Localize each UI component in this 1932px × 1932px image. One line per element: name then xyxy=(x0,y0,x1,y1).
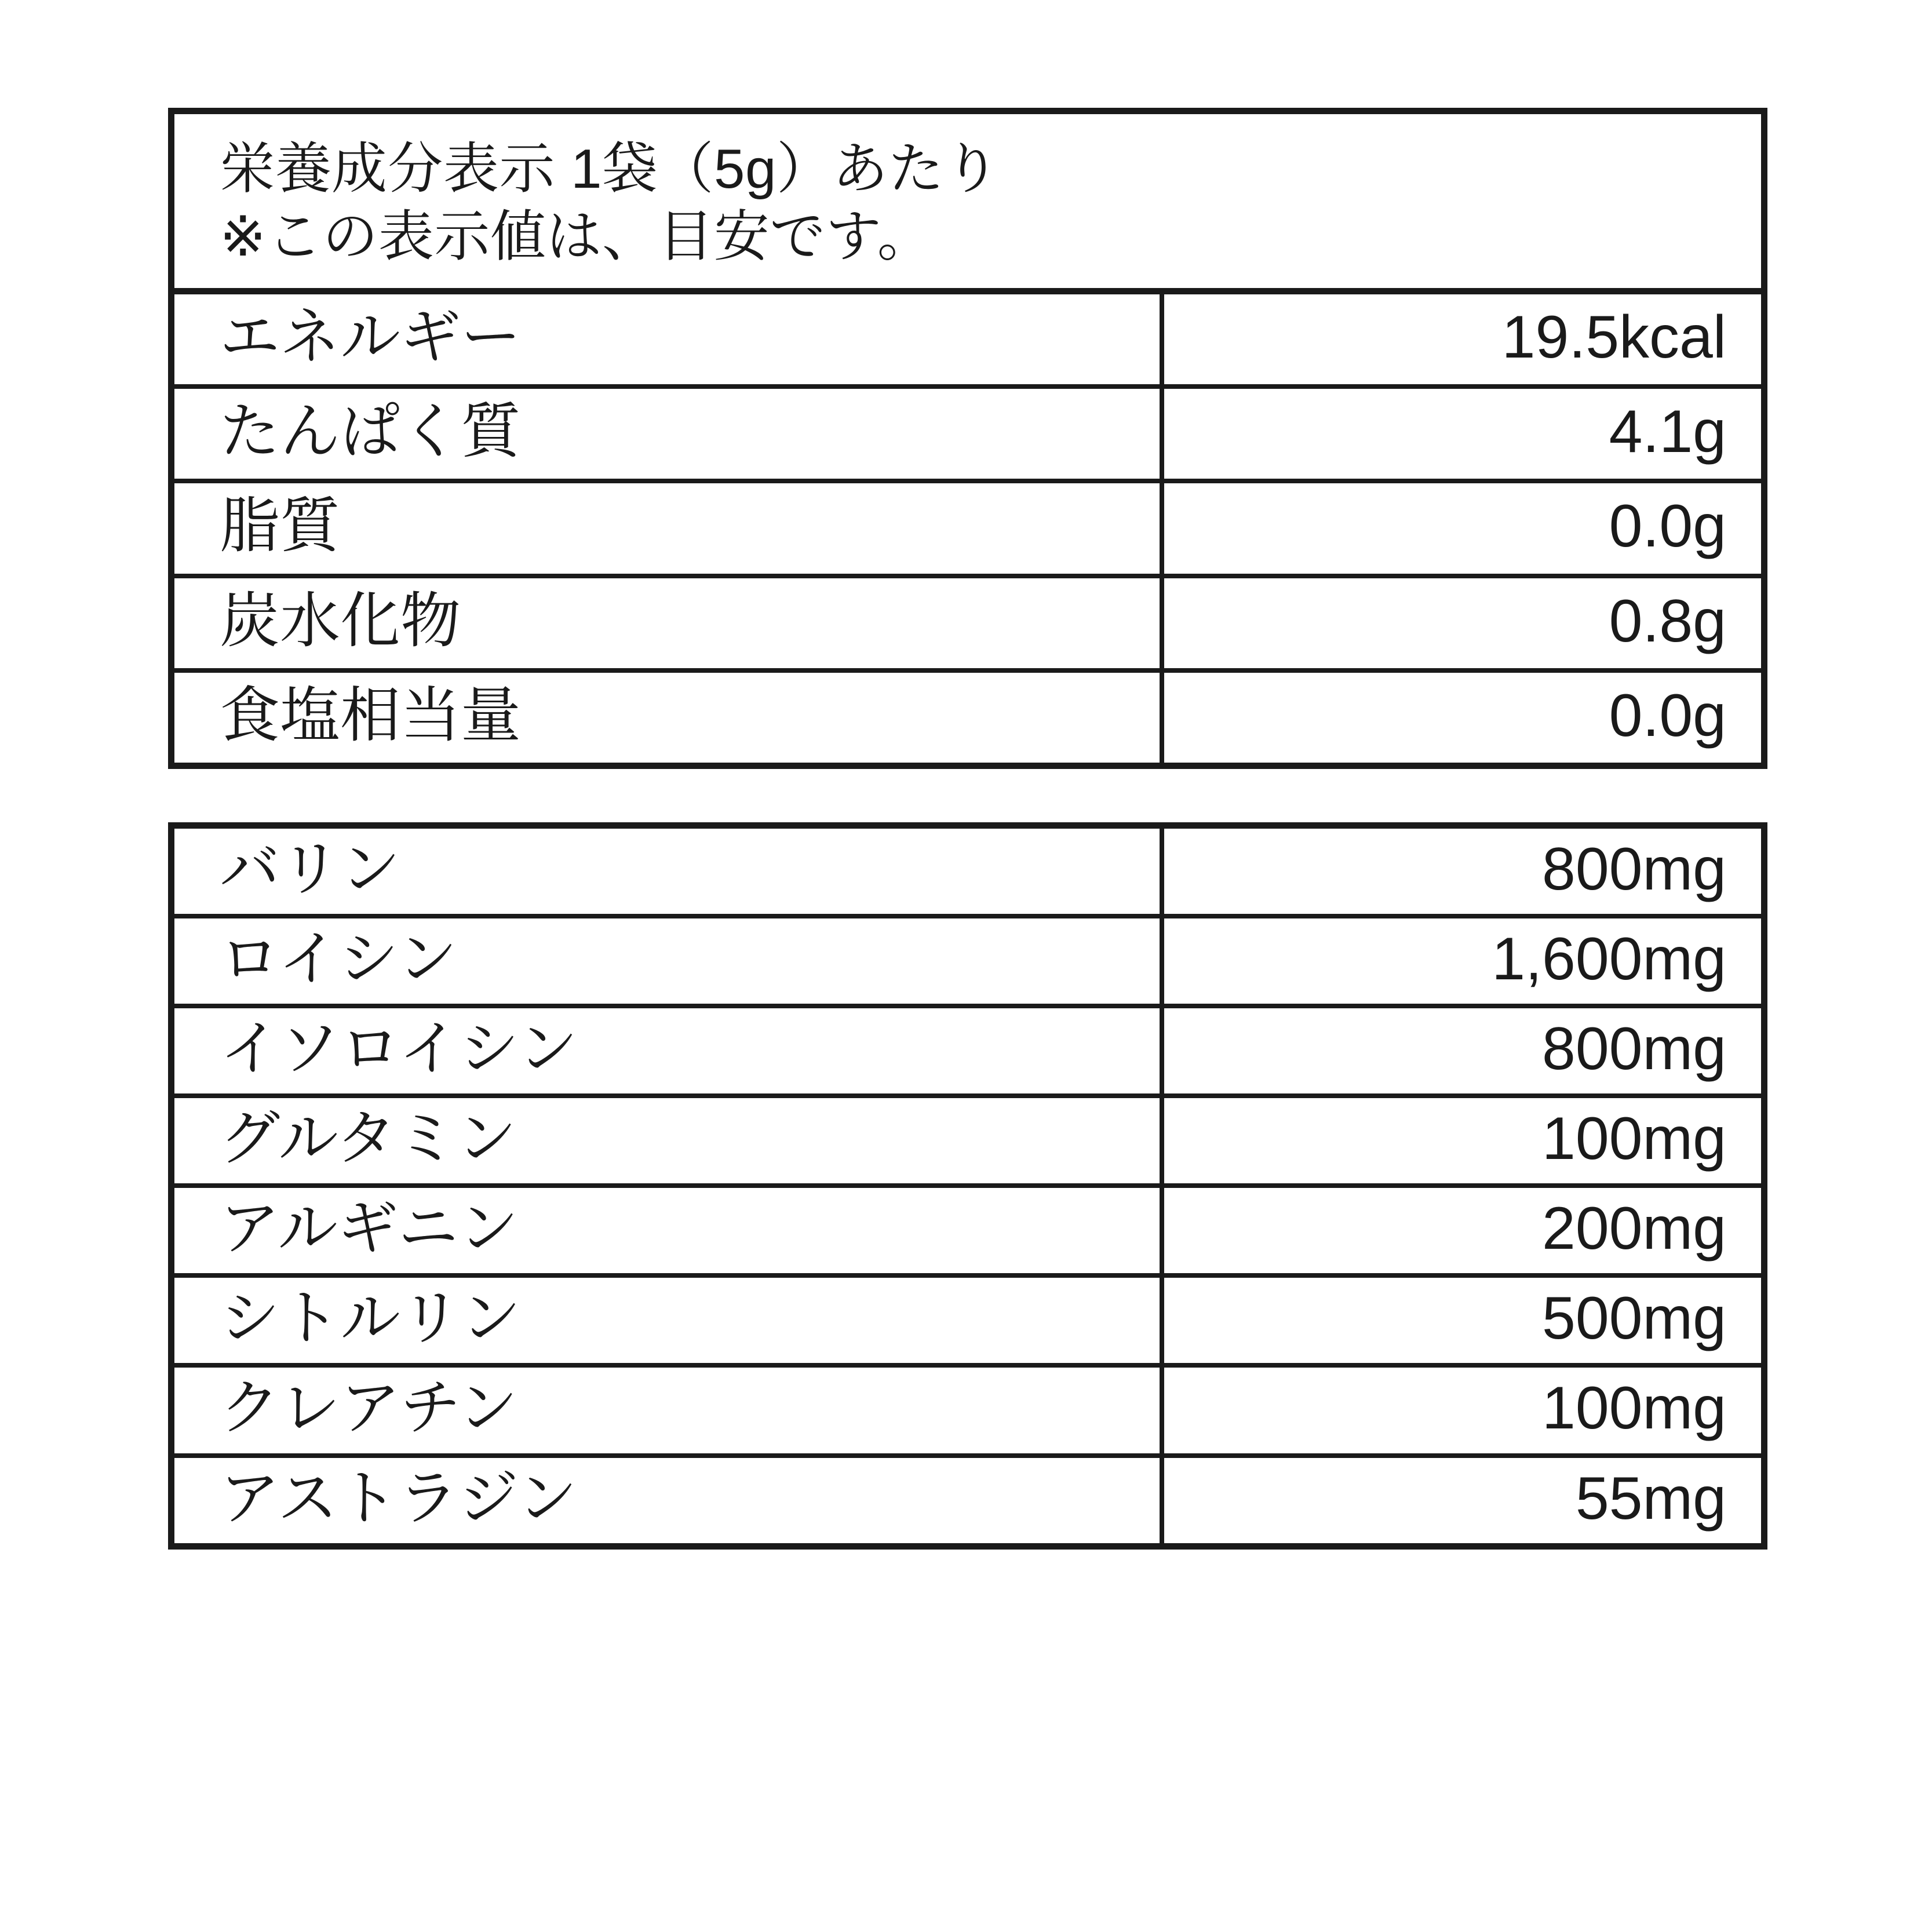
amino-label-arginine: アルギニン xyxy=(220,1195,519,1263)
amino-label-isoleucine: イソロイシン xyxy=(220,1015,578,1082)
nutrition-label-energy: エネルギー xyxy=(220,304,522,371)
table-row xyxy=(174,483,1761,578)
panel-separator xyxy=(168,769,1764,822)
amino-label-leucine: ロイシン xyxy=(220,925,458,993)
amino-value-glutamine: 100mg xyxy=(1160,1098,1761,1183)
table-row xyxy=(174,389,1761,483)
table-row xyxy=(174,673,1761,763)
nutrition-header xyxy=(174,114,1761,294)
nutrition-label-salt: 食塩相当量 xyxy=(220,681,522,749)
amino-label-glutamine: グルタミン xyxy=(220,1105,517,1173)
amino-label-valine: バリン xyxy=(220,835,401,903)
table-row xyxy=(174,1098,1761,1188)
nutrition-value-energy: 19.5kcal xyxy=(1160,294,1761,384)
amino-value-leucine: 1,600mg xyxy=(1160,918,1761,1004)
nutrition-label-fat: 脂質 xyxy=(220,493,341,560)
nutrition-facts-panel xyxy=(168,108,1767,769)
amino-acid-panel xyxy=(168,822,1767,1550)
amino-label-citrulline: シトルリン xyxy=(220,1285,522,1353)
nutrition-label-protein: たんぱく質 xyxy=(220,398,522,466)
table-row xyxy=(174,1458,1761,1543)
nutrition-value-salt: 0.0g xyxy=(1160,673,1761,763)
nutrition-value-carbohydrate: 0.8g xyxy=(1160,578,1761,668)
amino-value-citrulline: 500mg xyxy=(1160,1278,1761,1363)
table-row xyxy=(174,578,1761,673)
table-row xyxy=(174,294,1761,389)
amino-label-creatine: クレアチン xyxy=(220,1375,518,1442)
amino-value-isoleucine: 800mg xyxy=(1160,1008,1761,1093)
nutrition-header-line-2: ※この表示値は、目安です。 xyxy=(220,206,934,268)
table-row xyxy=(174,1278,1761,1368)
amino-value-creatine: 100mg xyxy=(1160,1368,1761,1453)
nutrition-label-carbohydrate: 炭水化物 xyxy=(220,587,461,655)
nutrition-value-protein: 4.1g xyxy=(1160,389,1761,479)
amino-value-valine: 800mg xyxy=(1160,829,1761,914)
table-row xyxy=(174,1368,1761,1457)
amino-label-astragin: アストラジン xyxy=(220,1464,578,1532)
table-row xyxy=(174,918,1761,1008)
amino-value-astragin: 55mg xyxy=(1160,1458,1761,1543)
nutrition-header-line-1: 栄養成分表示 1袋（5g）あたり xyxy=(220,138,1000,200)
nutrition-value-fat: 0.0g xyxy=(1160,483,1761,573)
table-row xyxy=(174,1008,1761,1098)
table-row xyxy=(174,829,1761,918)
table-row xyxy=(174,1188,1761,1278)
amino-value-arginine: 200mg xyxy=(1160,1188,1761,1273)
